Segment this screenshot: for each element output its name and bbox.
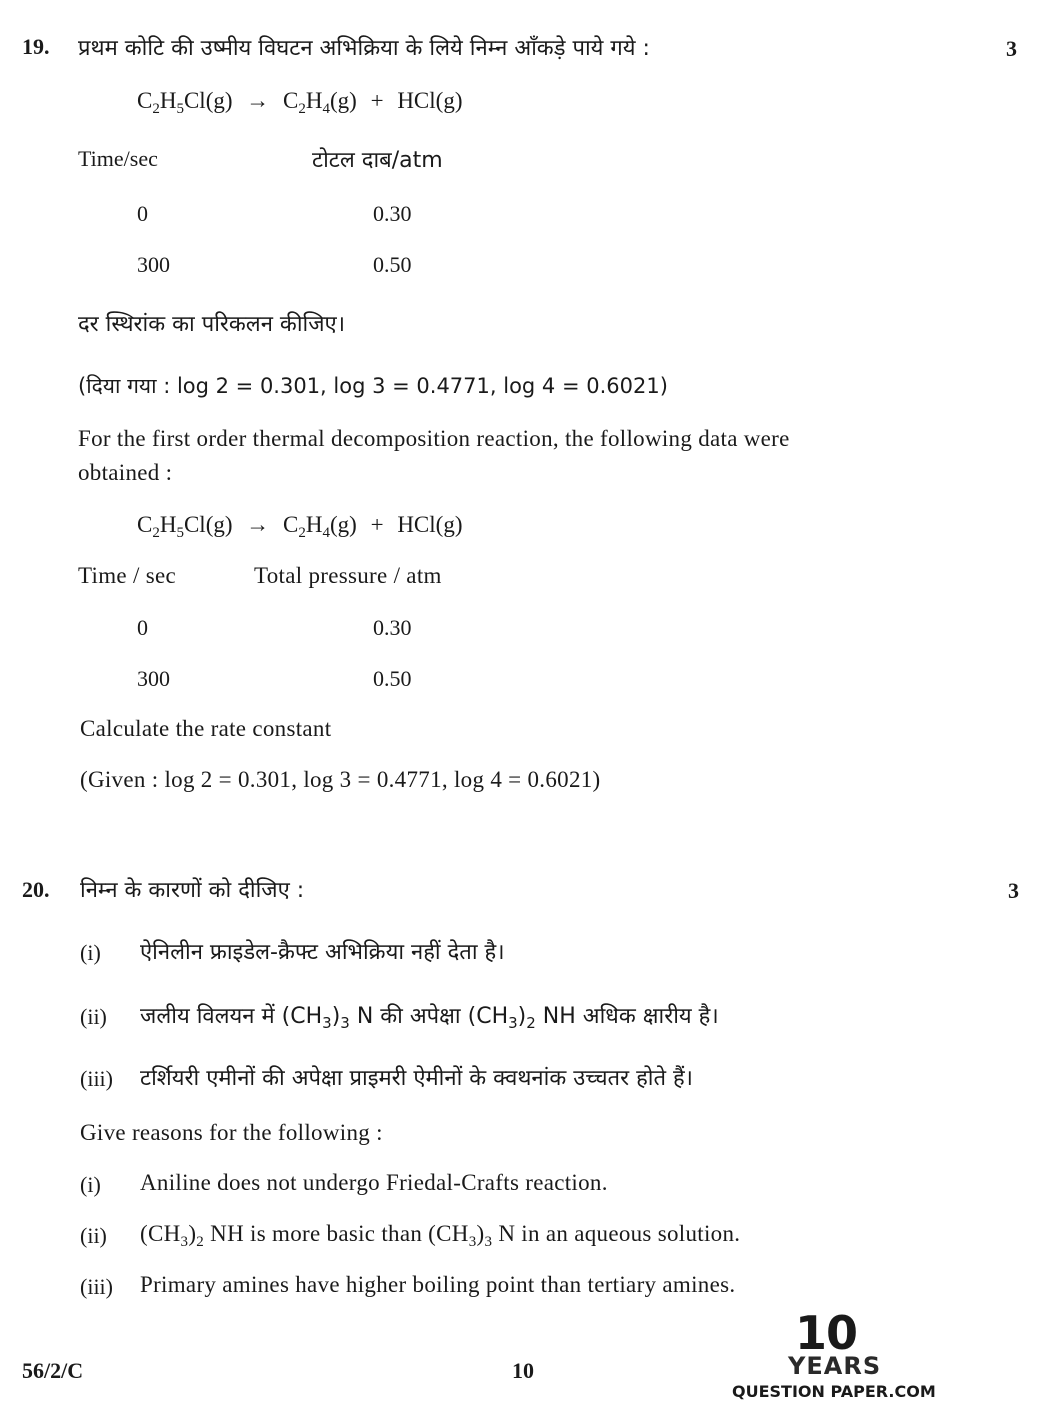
question-number-20: 20. (22, 877, 50, 902)
q20-english-item2-label: (ii) (80, 1223, 107, 1248)
q20-hindi-item3-label: (iii) (80, 1066, 113, 1091)
q20-english-intro: Give reasons for the following : (80, 1120, 383, 1145)
q19-equation-english: $C_2H_5Cl(g) \to C_2H_4(g) + HCl(g)$ (137, 512, 463, 541)
q19-hindi-col1-header: Time/sec (78, 146, 158, 171)
q19-hindi-given: (दिया गया : log 2 = 0.301, log 3 = 0.4771, log 4 = 0.6021) (78, 374, 668, 398)
q20-hindi-item2-text: जलीय विलयन में $(CH_3)_3$ N की अपेक्षा $(CH_3)_2$ NH अधिक क्षारीय है। (140, 1004, 719, 1032)
q19-english-row1-pressure: 0.30 (373, 615, 412, 640)
q19-hindi-intro: प्रथम कोटि की उष्मीय विघटन अभिक्रिया के लिये निम्न आँकड़े पाये गये : (78, 36, 650, 61)
q19-english-intro-line1: For the first order thermal decomposition reaction, the following data were (78, 426, 790, 451)
watermark-site: QUESTION PAPER.COM (732, 1382, 936, 1401)
watermark-years: YEARS (788, 1352, 882, 1380)
q20-hindi-item3-text: टर्शियरी एमीनों की अपेक्षा प्राइमरी ऐमीनों के क्वथनांक उच्चतर होते हैं। (140, 1066, 694, 1091)
q19-english-row2-time: 300 (137, 666, 170, 691)
q19-english-col2-header: Total pressure / atm (254, 563, 442, 588)
q19-hindi-row1-pressure: 0.30 (373, 201, 412, 226)
q19-hindi-row2-pressure: 0.50 (373, 252, 412, 277)
q19-english-given: (Given : log 2 = 0.301, log 3 = 0.4771, log 4 = 0.6021) (80, 767, 601, 792)
q19-equation-hindi: $C_2H_5Cl(g) \to C_2H_4(g) + HCl(g)$ (137, 88, 463, 117)
q20-english-item1-text: Aniline does not undergo Friedal-Crafts reaction. (140, 1170, 608, 1195)
q20-english-item3-label: (iii) (80, 1274, 113, 1299)
q19-marks: 3 (1006, 36, 1017, 61)
q20-english-item2-text: $(CH_3)_2$ NH is more basic than $(CH_3)_3$ N in an aqueous solution. (140, 1221, 741, 1250)
q19-english-intro-line2: obtained : (78, 460, 173, 485)
q20-hindi-intro: निम्न के कारणों को दीजिए : (80, 878, 305, 903)
q19-english-row1-time: 0 (137, 615, 148, 640)
q19-hindi-row2-time: 300 (137, 252, 170, 277)
q19-english-col1-header: Time / sec (78, 563, 176, 588)
page-number: 10 (512, 1358, 534, 1383)
q19-english-row2-pressure: 0.50 (373, 666, 412, 691)
q20-english-item3-text: Primary amines have higher boiling point than tertiary amines. (140, 1272, 736, 1297)
q20-english-item1-label: (i) (80, 1172, 101, 1197)
q20-marks: 3 (1008, 878, 1019, 903)
q20-hindi-item1-label: (i) (80, 940, 101, 965)
watermark-number: 10 (795, 1306, 858, 1360)
paper-code: 56/2/C (22, 1358, 84, 1383)
q19-hindi-col2-header: टोटल दाब/atm (312, 148, 443, 173)
q20-hindi-item1-text: ऐनिलीन फ्राइडेल-क्रैफ्ट अभिक्रिया नहीं देता है। (140, 940, 505, 965)
q19-hindi-question: दर स्थिरांक का परिकलन कीजिए। (78, 312, 346, 337)
question-number-19: 19. (22, 34, 50, 59)
q19-hindi-row1-time: 0 (137, 201, 148, 226)
q19-english-question: Calculate the rate constant (80, 716, 332, 741)
q20-hindi-item2-label: (ii) (80, 1004, 107, 1029)
